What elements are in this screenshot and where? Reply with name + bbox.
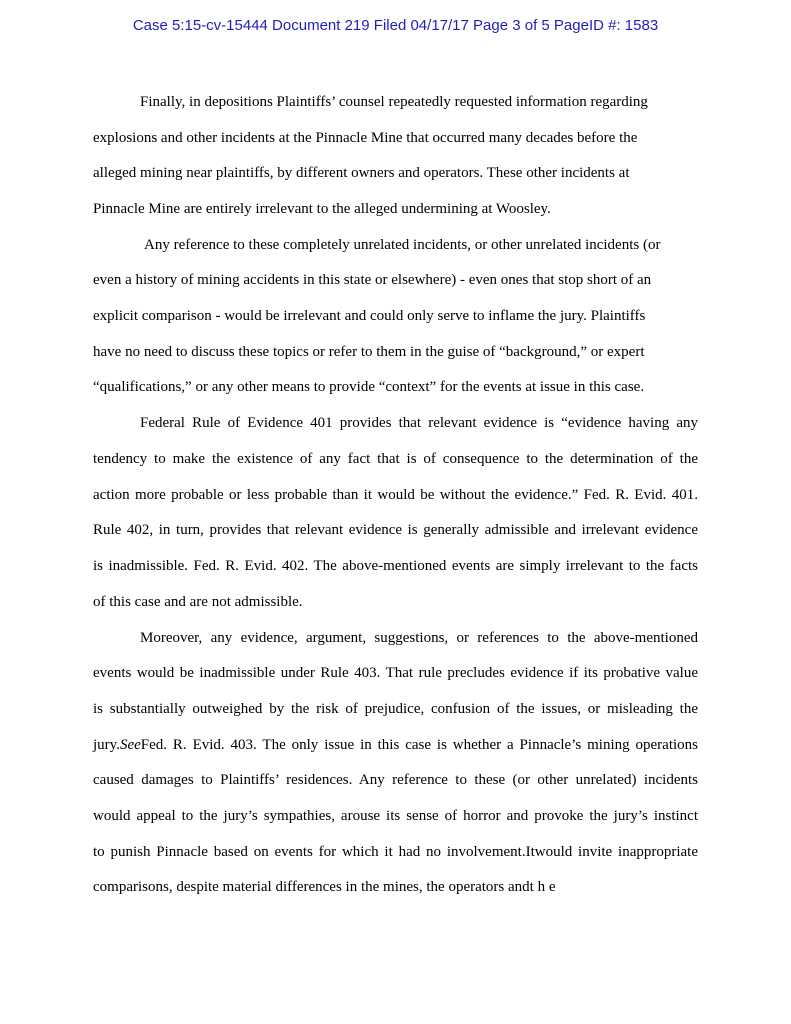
jury-text: jury. — [93, 737, 120, 753]
paragraph-4-line-6: would appeal to the jury’s sympathies, arouse its sense of horror and provoke the jury’s instinct — [93, 808, 698, 824]
paragraph-2-line-2: even a history of mining accidents in this state or elsewhere) - even ones that stop short of an — [93, 272, 652, 288]
paragraph-4-line-8: comparisons, despite material differences in the mines, the operators andt h e — [93, 879, 556, 895]
paragraph-3-line-1: Federal Rule of Evidence 401 provides that relevant evidence is “evidence having any — [140, 415, 698, 431]
paragraph-3-line-2: tendency to make the existence of any fact that is of consequence to the determination of the — [93, 451, 698, 467]
paragraph-1-line-1: Finally, in depositions Plaintiffs’ counsel repeatedly requested information regarding — [140, 94, 648, 110]
paragraph-3-line-5: is inadmissible. Fed. R. Evid. 402. The above-mentioned events are simply irrelevant to the facts — [93, 558, 698, 574]
paragraph-4-line-5: caused damages to Plaintiffs’ residences. Any reference to these (or other unrelated) incidents — [93, 772, 698, 788]
paragraph-4-line-1: Moreover, any evidence, argument, suggestions, or references to the above-mentioned — [140, 630, 698, 646]
paragraph-2-line-5: “qualifications,” or any other means to provide “context” for the events at issue in this case. — [93, 379, 645, 395]
paragraph-1-line-4: Pinnacle Mine are entirely irrelevant to the alleged undermining at Woosley. — [93, 201, 551, 217]
paragraph-3-line-3: action more probable or less probable than it would be without the evidence.” Fed. R. Evid. 401. — [93, 487, 698, 503]
paragraph-3-line-4: Rule 402, in turn, provides that relevant evidence is generally admissible and irrelevant evidence — [93, 522, 698, 538]
paragraph-1-line-3: alleged mining near plaintiffs, by different owners and operators. These other incidents at — [93, 165, 630, 181]
paragraph-2-line-4: have no need to discuss these topics or refer to them in the guise of “background,” or expert — [93, 344, 645, 360]
paragraph-2-line-3: explicit comparison - would be irrelevant and could only serve to inflame the jury. Plaintiffs — [93, 308, 646, 324]
paragraph-4-line-7: to punish Pinnacle based on events for which it had no involvement.Itwould invite inappropriate — [93, 844, 698, 860]
rule-403-text: Fed. R. Evid. 403. The only issue in this case is whether a Pinnacle’s mining operations — [140, 737, 698, 753]
paragraph-3-line-6: of this case and are not admissible. — [93, 594, 303, 610]
paragraph-4-line-3: is substantially outweighed by the risk of prejudice, confusion of the issues, or misleading the — [93, 701, 698, 717]
case-header: Case 5:15-cv-15444 Document 219 Filed 04/17/17 Page 3 of 5 PageID #: 1583 — [132, 17, 659, 34]
paragraph-4-line-2: events would be inadmissible under Rule 403. That rule precludes evidence if its probative value — [93, 665, 698, 681]
paragraph-1-line-2: explosions and other incidents at the Pinnacle Mine that occurred many decades before the — [93, 130, 638, 146]
see-signal: See — [119, 737, 141, 753]
paragraph-2-line-1: Any reference to these completely unrelated incidents, or other unrelated incidents (or — [144, 237, 661, 253]
paragraph-4-line-4 — [93, 736, 698, 754]
